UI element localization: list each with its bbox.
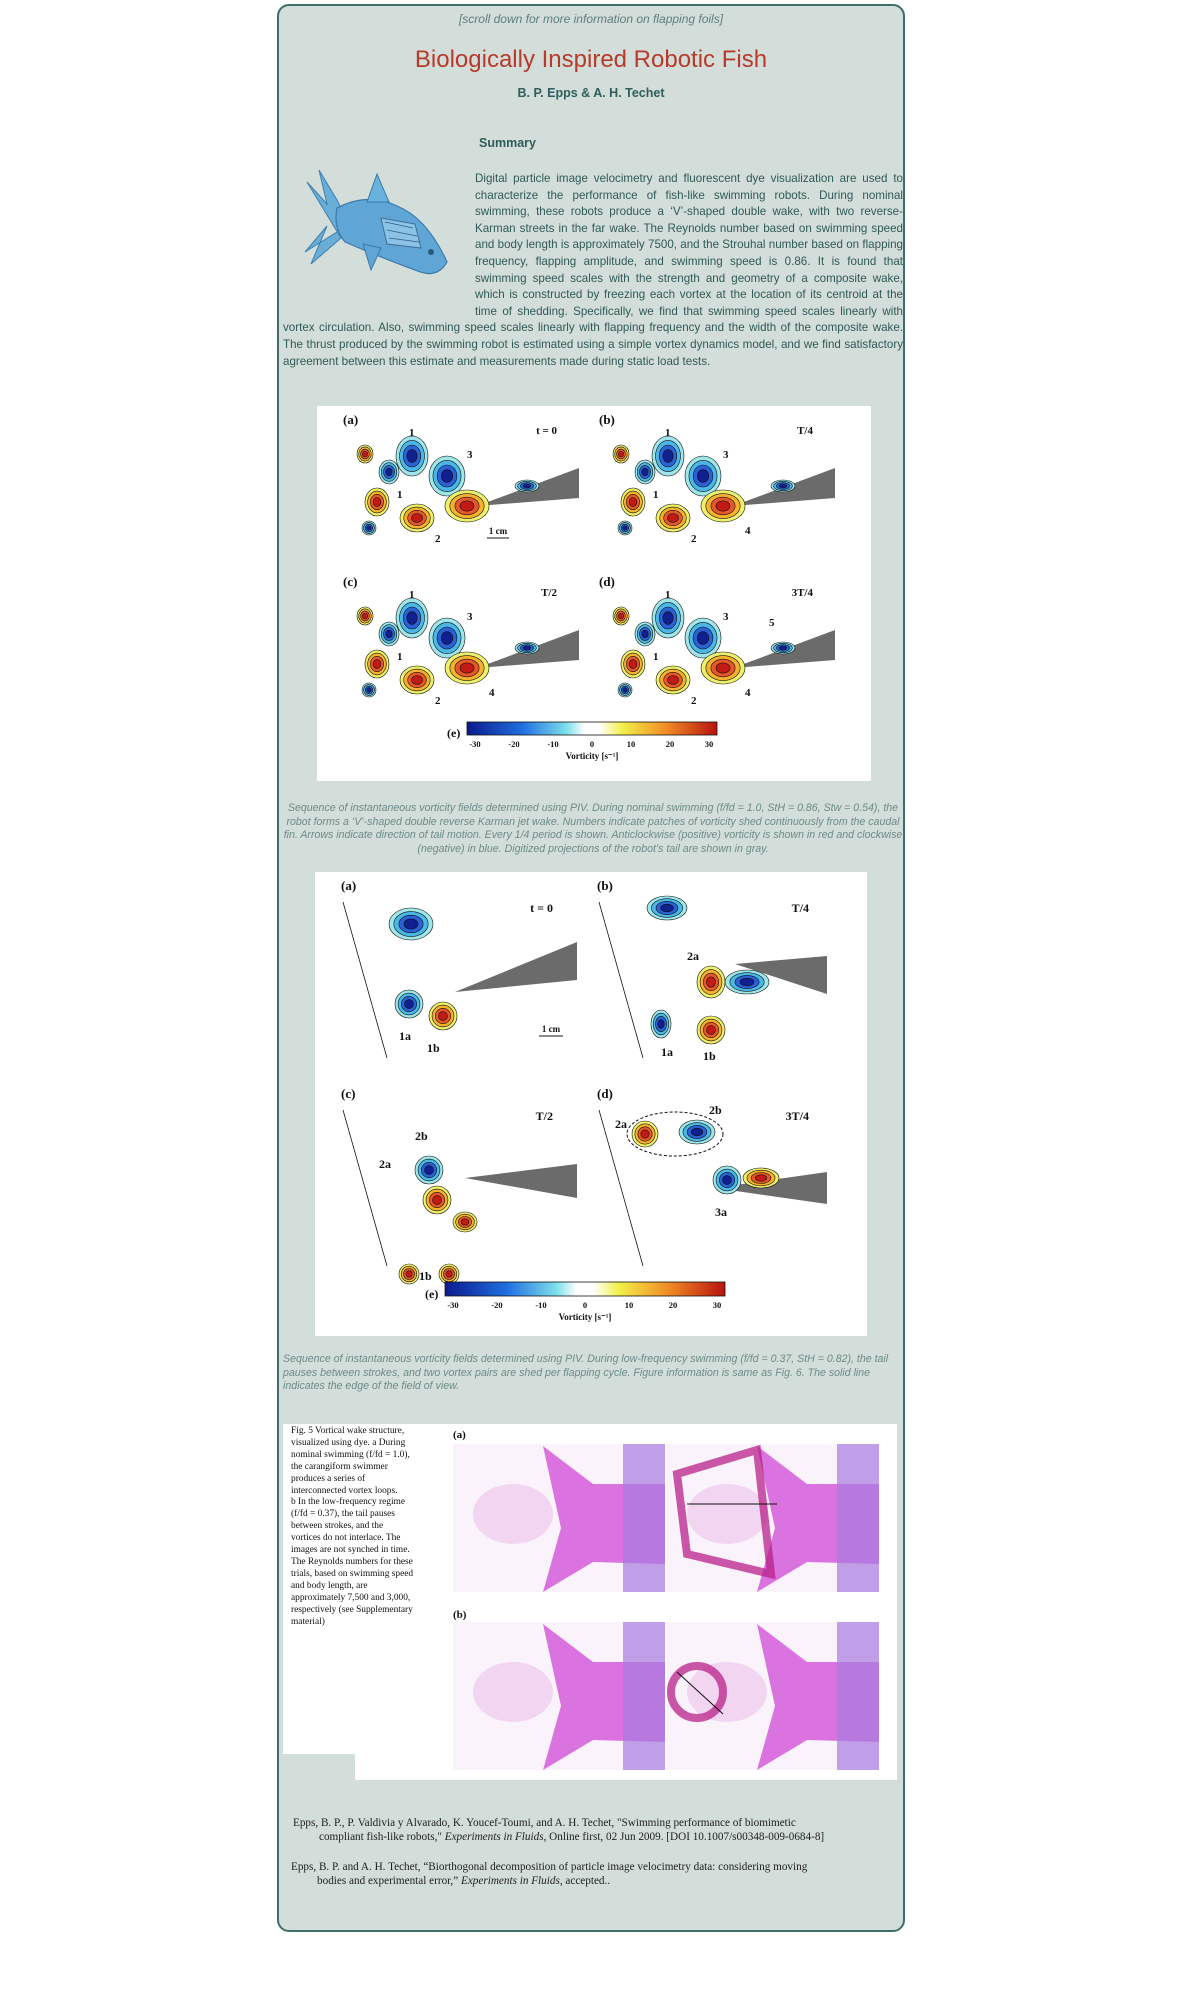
vortex-negative <box>658 1020 664 1029</box>
vortex-positive <box>707 977 716 987</box>
dye-cloud <box>687 1484 767 1544</box>
vortex-negative <box>367 526 371 530</box>
vortex-negative <box>697 632 709 645</box>
panel-time: T/2 <box>535 1109 553 1123</box>
fig2-colorbar-tick: -20 <box>491 1300 503 1310</box>
dye-cloud <box>473 1662 553 1722</box>
reference-2-line1: Epps, B. P. and A. H. Techet, “Biorthogonal decomposition of particle image velocimetry data: considering moving <box>291 1861 808 1873</box>
dye-cloud <box>473 1484 553 1544</box>
scale-label: 1 cm <box>488 526 508 536</box>
fig5-caption-line: between strokes, and the <box>291 1521 384 1532</box>
panel-label: (c) <box>341 1086 356 1101</box>
fig1-colorbar-title: Vorticity [s⁻¹] <box>565 751 619 761</box>
fish-body-silhouette <box>623 1622 665 1770</box>
panel-time: t = 0 <box>536 425 557 437</box>
vortex-positive <box>362 613 367 619</box>
reference-1 <box>293 1816 893 1844</box>
vortex-positive <box>412 514 423 523</box>
summary-text <box>283 171 903 370</box>
vortex-negative <box>779 484 787 488</box>
fig5-caption-line: nominal swimming (f/fd = 1.0), <box>291 1449 410 1460</box>
vortex-number: 1 <box>409 427 415 439</box>
panel-label: (d) <box>599 574 615 589</box>
figure1-caption: Sequence of instantaneous vorticity fields determined using PIV. During nominal swimming (f/fd = 1.0, StH = 0.86, Stw = 0.54), the robot forms a ‘V’-shaped double reverse Karman jet wake. Numbers indicate patches of vorticity shed continuously from the caudal fin. Arrows indicate direction of tail motion. Every 1/4 period is shown. Anticlockwise (positive) vorticity is shown in red and clockwise (negative) in blue. Digitized projections of the robot’s tail are shown in gray. <box>283 802 903 855</box>
vortex-label: 2b <box>709 1103 722 1117</box>
panel-time: 3T/4 <box>791 587 813 599</box>
fig5-caption-line: the carangiform swimmer <box>291 1461 388 1472</box>
robot-tail <box>465 1164 577 1198</box>
vortex-positive <box>439 1012 448 1021</box>
vortex-number: 1 <box>665 589 671 601</box>
fish-body-silhouette <box>837 1622 879 1770</box>
vortex-number: 1 <box>409 589 415 601</box>
vortex-positive <box>716 663 730 673</box>
vortex-negative <box>441 470 453 483</box>
row-label: (b) <box>453 1609 467 1621</box>
vortex-negative <box>407 612 417 625</box>
fig2-colorbar-tick: -10 <box>535 1300 547 1310</box>
vortex-negative <box>367 688 371 692</box>
fov-edge-line <box>343 1110 387 1266</box>
vortex-number: 3 <box>723 611 729 623</box>
fig1-colorbar-tick: -30 <box>469 739 481 749</box>
vortex-negative <box>779 646 787 650</box>
panel-time: 3T/4 <box>785 1109 809 1123</box>
fig5-caption-line: Fig. 5 Vortical wake structure, <box>291 1426 405 1436</box>
fig2-colorbar-bar <box>445 1282 725 1296</box>
fig5-caption-line: b In the low-frequency regime <box>291 1497 406 1508</box>
vortex-label: 2a <box>379 1157 391 1171</box>
fig5-caption-line: and body length, are <box>291 1580 368 1591</box>
vortex-negative <box>523 484 531 488</box>
vortex-label: 1a <box>399 1029 411 1043</box>
vortex-label: 2b <box>415 1129 428 1143</box>
vortex-number: 3 <box>467 449 473 461</box>
fig5-caption-line: respectively (see Supplementary <box>291 1604 413 1615</box>
vortex-positive <box>412 676 423 685</box>
vortex-negative <box>642 468 648 476</box>
fig5-caption-line: images are not synched in time. <box>291 1545 410 1556</box>
vortex-number: 4 <box>489 687 495 699</box>
fish-body-silhouette <box>837 1444 879 1592</box>
fish-body-silhouette <box>623 1444 665 1592</box>
scroll-note: [scroll down for more information on flapping foils] <box>458 12 724 26</box>
vortex-negative <box>405 1000 414 1009</box>
panel-label: (a) <box>343 412 359 427</box>
vortex-negative <box>661 904 674 912</box>
fig1-colorbar-tick: -10 <box>547 739 559 749</box>
panel-label: (b) <box>597 878 613 893</box>
vortex-label: 1a <box>661 1045 673 1059</box>
vortex-negative <box>691 1128 703 1136</box>
panel-time: T/2 <box>541 587 557 599</box>
vortex-positive <box>406 1271 412 1277</box>
panel-time: T/4 <box>791 901 809 915</box>
vortex-positive <box>668 676 679 685</box>
fig5-caption-line: (f/fd = 0.37), the tail pauses <box>291 1509 395 1520</box>
vortex-positive <box>373 498 381 507</box>
vortex-label: 2a <box>687 949 699 963</box>
vortex-positive <box>460 501 474 511</box>
fig2-colorbar-label: (e) <box>425 1287 439 1301</box>
reference-1-line2 <box>293 1830 893 1844</box>
fig5-caption-line: trials, based on swimming speed <box>291 1568 414 1579</box>
scale-label: 1 cm <box>541 1024 561 1034</box>
vortex-negative <box>425 1166 434 1175</box>
corner-fill <box>283 1754 355 1780</box>
panel-time: t = 0 <box>530 901 553 915</box>
vortex-negative <box>663 612 673 625</box>
vortex-negative <box>697 470 709 483</box>
vortex-negative <box>386 468 392 476</box>
summary-body: Digital particle image velocimetry and fluorescent dye visualization are used to characterize the performance of fish-like swimming robots. During nominal swimming, these robots produce a ‘V’-shaped double wake, with two reverse-Karman streets in the far wake. The Reynolds number based on swimming speed and body length is approximately 7500, and the Strouhal number based on flapping frequency, flapping amplitude, and swimming speed is 0.86. It is found that swimming speed scales with the strength and geometry of a composite wake, which is constructed by freezing each vortex at the location of its centroid at the time of shedding. Specifically, we find that swimming speed scales linearly with vortex circulation. Also, swimming speed scales linearly with flapping frequency and the width of the composite wake. The thrust produced by the swimming robot is estimated using a simple vortex dynamics model, and we find satisfactory agreement between this estimate and measurements made during static load tests. <box>283 172 903 368</box>
vortex-negative <box>407 450 417 463</box>
reference-1-text: compliant fish-like robots," <box>319 1831 445 1843</box>
row-label: (a) <box>453 1429 466 1441</box>
page-title: Biologically Inspired Robotic Fish <box>414 46 768 73</box>
fig2-colorbar-tick: 20 <box>668 1300 678 1310</box>
vortex-positive <box>716 501 730 511</box>
fig5-caption-line: vortices do not interlace. The <box>291 1533 401 1544</box>
vortex-negative <box>623 688 627 692</box>
vortex-number: 3 <box>467 611 473 623</box>
vortex-positive <box>629 498 637 507</box>
vortex-number: 1 <box>397 489 403 501</box>
fig1-colorbar-bar <box>467 722 717 735</box>
fig5-caption-line: visualized using dye. a During <box>291 1437 406 1448</box>
vortex-positive <box>707 1026 716 1035</box>
vortex-negative <box>523 646 531 650</box>
vortex-positive <box>433 1196 442 1205</box>
vortex-negative <box>740 978 754 986</box>
figure2-caption: Sequence of instantaneous vorticity fields determined using PIV. During low-frequency swimming (f/fd = 0.37, StH = 0.82), the tail pauses between strokes, and two vortex pairs are shed per flapping cycle. Figure information is same as Fig. 6. The solid line indicates the edge of the field of view. <box>283 1353 889 1392</box>
vortex-positive <box>629 660 637 669</box>
fig2-colorbar-tick: 30 <box>712 1300 722 1310</box>
vortex-negative <box>642 630 648 638</box>
vortex-number: 2 <box>435 695 441 707</box>
summary-heading: Summary <box>479 136 536 150</box>
vorticity-figure-lowfreq-svg <box>315 872 867 1336</box>
vortex-positive <box>668 514 679 523</box>
vortex-number: 3 <box>723 449 729 461</box>
vortex-negative <box>623 526 627 530</box>
reference-2-journal: Experiments in Fluids <box>461 1875 560 1887</box>
vortex-number: 2 <box>691 695 697 707</box>
reference-1-details: , Online first, 02 Jun 2009. [DOI 10.1007/s00348-009-0684-8] <box>543 1831 825 1843</box>
reference-2 <box>291 1860 891 1888</box>
panel-time: T/4 <box>797 425 813 437</box>
fov-edge-line <box>599 902 643 1058</box>
vortex-label: 2a <box>615 1117 627 1131</box>
vortex-positive <box>461 1219 469 1225</box>
vortex-number: 1 <box>653 651 659 663</box>
vortex-positive <box>755 1175 767 1181</box>
vortex-label: 1b <box>419 1269 432 1283</box>
panel-label: (b) <box>599 412 615 427</box>
authors: B. P. Epps & A. H. Techet <box>517 86 665 100</box>
vortex-positive <box>618 613 623 619</box>
vortex-number: 2 <box>691 533 697 545</box>
fig5-caption-line: material) <box>291 1616 325 1627</box>
vortex-number: 4 <box>745 687 751 699</box>
fig2-colorbar-title: Vorticity [s⁻¹] <box>558 1312 612 1322</box>
fig5-caption-line: produces a series of <box>291 1473 366 1484</box>
panel-label: (c) <box>343 574 358 589</box>
vortex-label: 3a <box>715 1205 727 1219</box>
fig5-caption-line: The Reynolds numbers for these <box>291 1556 413 1567</box>
vortex-negative <box>404 919 418 929</box>
reference-2-line2 <box>291 1874 891 1888</box>
vortex-number: 2 <box>435 533 441 545</box>
vortex-negative <box>663 450 673 463</box>
vorticity-figure-nominal <box>317 406 871 781</box>
vortex-positive <box>618 451 623 457</box>
fig2-colorbar-tick: -30 <box>447 1300 459 1310</box>
fig1-colorbar-label: (e) <box>447 726 461 740</box>
fig2-colorbar-tick: 10 <box>624 1300 634 1310</box>
fov-edge-line <box>343 902 387 1058</box>
vortex-positive <box>460 663 474 673</box>
vortex-negative <box>723 1176 732 1185</box>
vortex-number: 5 <box>769 617 775 629</box>
robot-tail <box>455 942 577 992</box>
fig1-colorbar-tick: 10 <box>626 739 636 749</box>
reference-1-journal: Experiments in Fluids <box>444 1831 544 1843</box>
reference-2-text: bodies and experimental error,” <box>317 1875 461 1887</box>
vortex-label: 1b <box>427 1041 440 1055</box>
vortex-positive <box>362 451 367 457</box>
dye-visualization-figure <box>283 1424 897 1780</box>
vortex-number: 1 <box>397 651 403 663</box>
fig1-colorbar-tick: 20 <box>665 739 675 749</box>
fig1-colorbar-tick: -20 <box>508 739 520 749</box>
fig1-colorbar-tick: 0 <box>589 739 595 749</box>
vortex-positive <box>446 1271 452 1277</box>
fig5-caption-line: approximately 7,500 and 3,000, <box>291 1592 411 1603</box>
vortex-label: 1b <box>703 1049 716 1063</box>
vortex-number: 1 <box>653 489 659 501</box>
vortex-number: 4 <box>745 525 751 537</box>
reference-2-details: , accepted.. <box>559 1875 611 1887</box>
vortex-positive <box>373 660 381 669</box>
fig2-colorbar-tick: 0 <box>582 1300 588 1310</box>
panel-label: (d) <box>597 1086 613 1101</box>
panel-label: (a) <box>341 878 357 893</box>
dye-visualization-svg <box>283 1424 897 1780</box>
reference-1-line1: Epps, B. P., P. Valdivia y Alvarado, K. Youcef-Toumi, and A. H. Techet, "Swimming performance of biomimetic <box>293 1817 796 1829</box>
vorticity-figure-lowfreq <box>315 872 867 1336</box>
vortex-positive <box>641 1130 649 1138</box>
vorticity-figure-nominal-svg <box>317 406 871 781</box>
fig1-colorbar-tick: 30 <box>704 739 714 749</box>
fig5-caption-line: interconnected vortex loops. <box>291 1485 398 1496</box>
vortex-number: 1 <box>665 427 671 439</box>
vortex-negative <box>386 630 392 638</box>
vortex-negative <box>441 632 453 645</box>
content-panel <box>277 4 905 1932</box>
